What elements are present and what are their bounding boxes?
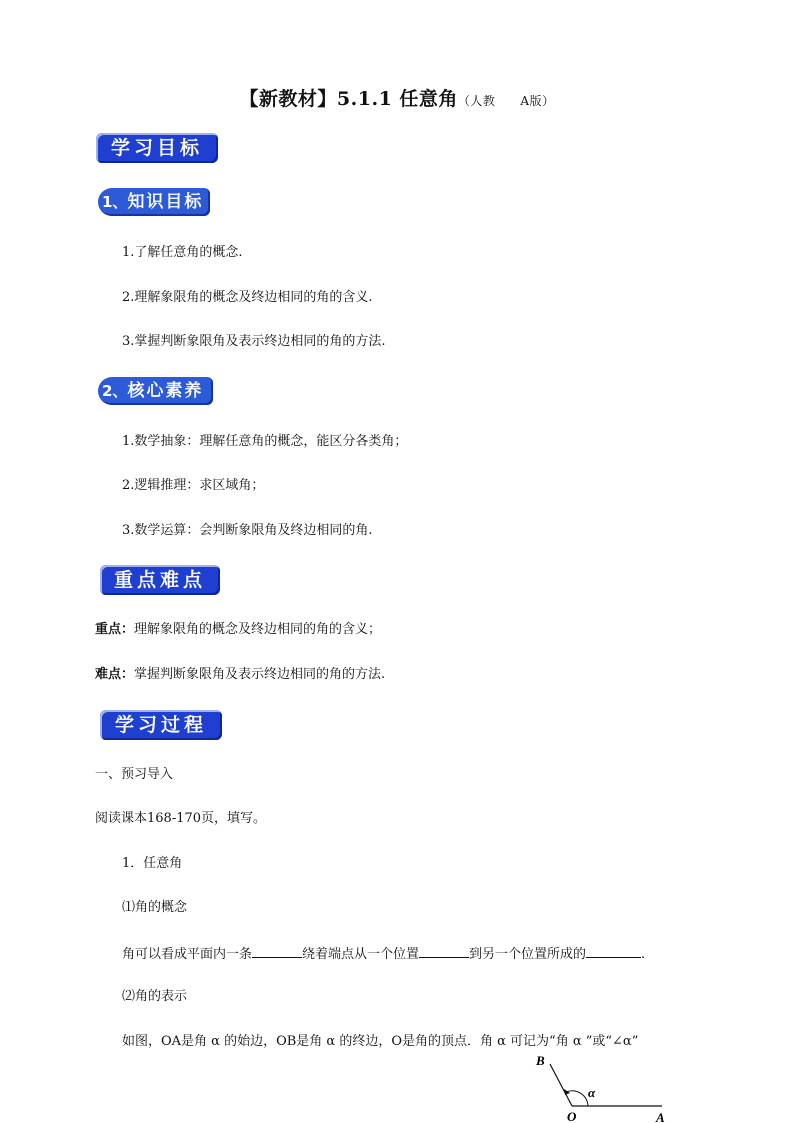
focus-label: 重点：: [95, 622, 135, 637]
blank-ray[interactable]: [252, 944, 302, 958]
literacy-item-2: 2.逻辑推理：求区域角；: [122, 478, 265, 493]
reading-instruction: 阅读课本168-170页，填写。: [95, 811, 267, 826]
learning-goals-banner: 学习目标: [96, 133, 218, 163]
angle-figure: [520, 1048, 700, 1123]
knowledge-goals-number: 1、: [102, 193, 128, 211]
label-o: O: [567, 1109, 577, 1123]
key-points-banner: 重点难点: [100, 565, 220, 595]
blank-figure[interactable]: [586, 944, 641, 958]
focus-text: 理解象限角的概念及终边相同的角的含义；: [134, 622, 382, 637]
definition-part-3: 到另一个位置所成的: [469, 947, 587, 962]
knowledge-goal-3: 3.掌握判断象限角及表示终边相同的角的方法.: [122, 334, 386, 349]
learning-process-banner: 学习过程: [100, 710, 222, 740]
literacy-item-3: 3.数学运算：会判断象限角及终边相同的角.: [122, 523, 373, 538]
label-alpha: α: [588, 1085, 596, 1100]
definition-part-2: 绕着端点从一个位置: [302, 947, 420, 962]
core-literacy-number: 2、: [102, 382, 128, 400]
knowledge-goal-2: 2.理解象限角的概念及终边相同的角的含义.: [122, 290, 373, 305]
page-title: [0, 84, 794, 111]
focus-line: [95, 621, 381, 639]
literacy-item-1: 1.数学抽象：理解任意角的概念，能区分各类角；: [122, 434, 408, 449]
arc-arrowhead: [564, 1089, 570, 1095]
label-b: B: [536, 1053, 545, 1068]
difficulty-line: [95, 666, 385, 684]
core-literacy-label: 核心素养: [127, 381, 204, 401]
core-literacy-banner: [98, 377, 213, 405]
item-any-angle: 1．任意角: [122, 856, 183, 871]
difficulty-label: 难点：: [95, 667, 135, 682]
ray-ob: [550, 1064, 572, 1106]
preview-heading: 一、预习导入: [95, 767, 174, 782]
difficulty-text: 掌握判断象限角及表示终边相同的角的方法.: [134, 667, 386, 682]
title-main: 【新教材】5.1.1 任意角: [239, 88, 458, 110]
angle-definition: [122, 944, 645, 964]
knowledge-goals-label: 知识目标: [127, 192, 204, 212]
definition-part-4: .: [641, 947, 646, 962]
figure-description: 如图，OA是角 α 的始边，OB是角 α 的终边，O是角的顶点．角 α 可记为“角 α ”或“∠α”: [122, 1034, 639, 1049]
definition-part-1: 角可以看成平面内一条: [122, 947, 253, 962]
blank-rotation[interactable]: [419, 944, 469, 958]
angle-notation-heading: ⑵角的表示: [122, 989, 188, 1004]
angle-concept-heading: ⑴角的概念: [122, 900, 188, 915]
title-edition: （人教 A版）: [457, 94, 555, 108]
label-a: A: [656, 1110, 665, 1123]
knowledge-goal-1: 1.了解任意角的概念.: [122, 245, 243, 260]
knowledge-goals-banner: [98, 188, 210, 216]
